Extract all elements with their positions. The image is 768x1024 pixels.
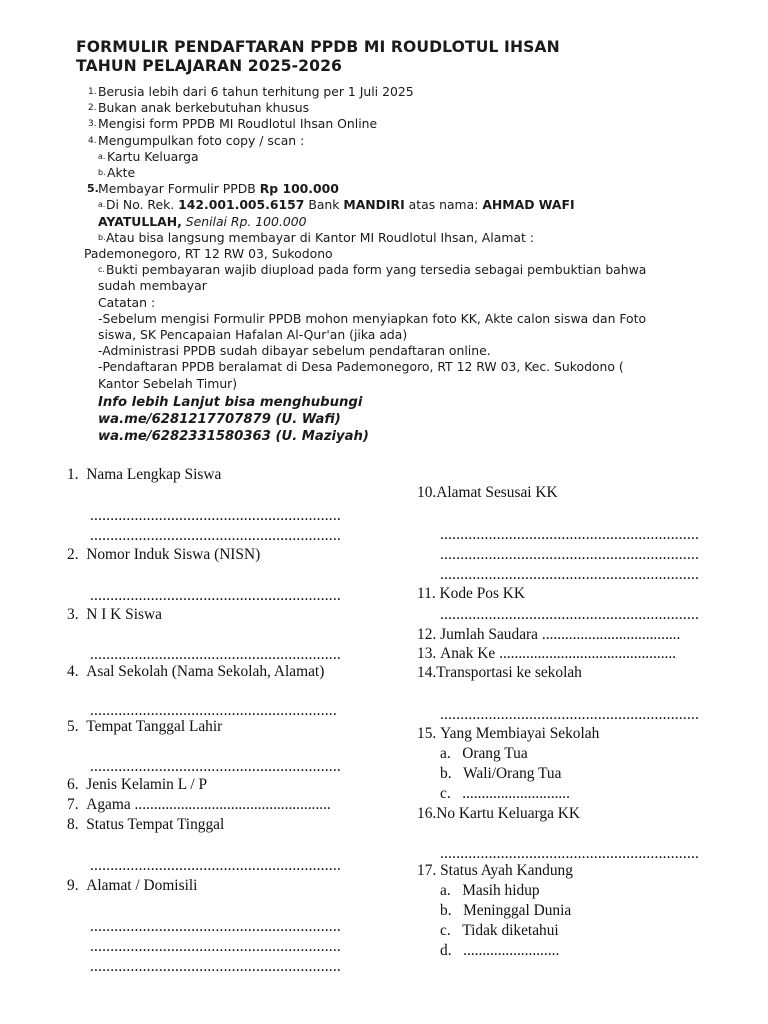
note-2: -Administrasi PPDB sudah dibayar sebelum pendaftaran online. [98,343,491,359]
requirement-4: 4. Mengumpulkan foto copy / scan : [88,132,305,148]
requirement-5a-cont: AYATULLAH, Senilai Rp. 100.000 [98,213,307,229]
field-8-input[interactable]: .............................................................. [90,857,341,874]
field-15-label: 15. Yang Membiayai Sekolah [417,725,600,742]
note-3-line-1: -Pendaftaran PPDB beralamat di Desa Pademonegoro, RT 12 RW 03, Kec. Sukodono ( [98,359,624,375]
field-1-label: 1. Nama Lengkap Siswa [67,466,222,483]
field-5-input[interactable]: .............................................................. [90,758,341,775]
field-15-option-b[interactable]: b. Wali/Orang Tua [440,765,562,782]
field-13-label: 13. Anak Ke .............................................. [417,645,677,662]
contact-heading: Info lebih Lanjut bisa menghubungi [98,394,363,410]
field-14-label: 14.Transportasi ke sekolah [417,664,582,681]
field-13-input[interactable]: .............................................. [499,645,677,662]
note-1-line-2: siswa, SK Pencapaian Hafalan Al-Qur'an (jika ada) [98,327,408,343]
field-10-input-line-3[interactable]: ................................................................ [440,566,700,583]
requirement-5a: a. Di No. Rek. 142.001.005.6157 Bank MANDIRI atas nama: AHMAD WAFI [98,197,575,213]
field-11-input[interactable]: ................................................................ [440,606,700,623]
requirements-list [84,84,718,445]
field-15-option-a[interactable]: a. Orang Tua [440,745,528,762]
field-4-label: 4. Asal Sekolah (Nama Sekolah, Alamat) [67,663,325,680]
field-3-label: 3. N I K Siswa [67,606,162,623]
field-7-label[interactable]: 7. Agama ................................................... [67,796,331,813]
requirement-5: 5. Membayar Formulir PPDB Rp 100.000 [87,181,339,197]
field-10-input-line-2[interactable]: ................................................................ [440,546,700,563]
field-16-input[interactable]: ................................................................ [440,845,700,862]
field-17-label: 17. Status Ayah Kandung [417,862,573,879]
field-16-label: 16.No Kartu Keluarga KK [417,805,580,822]
field-8-label: 8. Status Tempat Tinggal [67,816,225,833]
requirement-5b: b. Atau bisa langsung membayar di Kantor MI Roudlotul Ihsan, Alamat : [98,229,534,245]
requirement-3: 3. Mengisi form PPDB MI Roudlotul Ihsan Online [88,116,378,132]
field-12-label: 12. Jumlah Saudara .................................... [417,626,681,643]
title-line-2: TAHUN PELAJARAN 2025-2026 [76,57,342,75]
field-15-option-c[interactable]: c. ............................ [440,785,570,802]
field-17-option-a[interactable]: a. Masih hidup [440,882,540,899]
contact-wa-2[interactable]: wa.me/6282331580363 (U. Maziyah) [98,428,369,444]
form-title [76,38,756,76]
field-4-input[interactable]: ............................................................. [90,702,337,719]
field-9-input-line-2[interactable]: .............................................................. [90,938,341,955]
field-17-option-d[interactable]: d. ......................... [440,942,560,959]
notes-heading: Catatan : [98,294,156,310]
field-1-input-line-1[interactable]: .............................................................. [90,507,341,524]
requirement-2: 2. Bukan anak berkebutuhan khusus [88,100,310,116]
requirement-1: 1. Berusia lebih dari 6 tahun terhitung per 1 Juli 2025 [88,84,414,99]
note-1-line-1: -Sebelum mengisi Formulir PPDB mohon menyiapkan foto KK, Akte calon siswa dan Foto [98,310,647,326]
field-10-input-line-1[interactable]: ................................................................ [440,526,700,543]
field-2-input[interactable]: .............................................................. [90,587,341,604]
requirement-5b-cont: Pademonegoro, RT 12 RW 03, Sukodono [84,246,333,262]
field-9-input-line-1[interactable]: .............................................................. [90,918,341,935]
field-9-input-line-3[interactable]: .............................................................. [90,958,341,975]
requirement-4a: a. Kartu Keluarga [98,148,199,164]
title-line-1: FORMULIR PENDAFTARAN PPDB MI ROUDLOTUL IHSAN [76,38,560,56]
field-5-label: 5. Tempat Tanggal Lahir [67,718,223,735]
field-17-option-c[interactable]: c. Tidak diketahui [440,922,559,939]
field-10-label: 10.Alamat Sesusai KK [417,484,558,501]
requirement-5c-cont: sudah membayar [98,278,207,294]
field-14-input[interactable]: ................................................................ [440,706,700,723]
field-3-input[interactable]: .............................................................. [90,646,341,663]
field-17-option-b[interactable]: b. Meninggal Dunia [440,902,572,919]
contact-wa-1[interactable]: wa.me/6281217707879 (U. Wafi) [98,411,341,427]
field-11-label: 11. Kode Pos KK [417,585,526,602]
field-2-label: 2. Nomor Induk Siswa (NISN) [67,546,261,563]
field-12-input[interactable]: .................................... [541,626,681,643]
requirement-5c: c. Bukti pembayaran wajib diupload pada form yang tersedia sebagai pembuktian bahwa [98,262,647,278]
field-6-label[interactable]: 6. Jenis Kelamin L / P [67,776,208,793]
field-9-label: 9. Alamat / Domisili [67,877,198,894]
field-7-input[interactable]: ................................................... [134,796,331,813]
requirement-4b: b. Akte [98,165,136,181]
contact-info [98,394,718,445]
note-3-line-2: Kantor Sebelah Timur) [98,375,238,391]
field-1-input-line-2[interactable]: .............................................................. [90,527,341,544]
